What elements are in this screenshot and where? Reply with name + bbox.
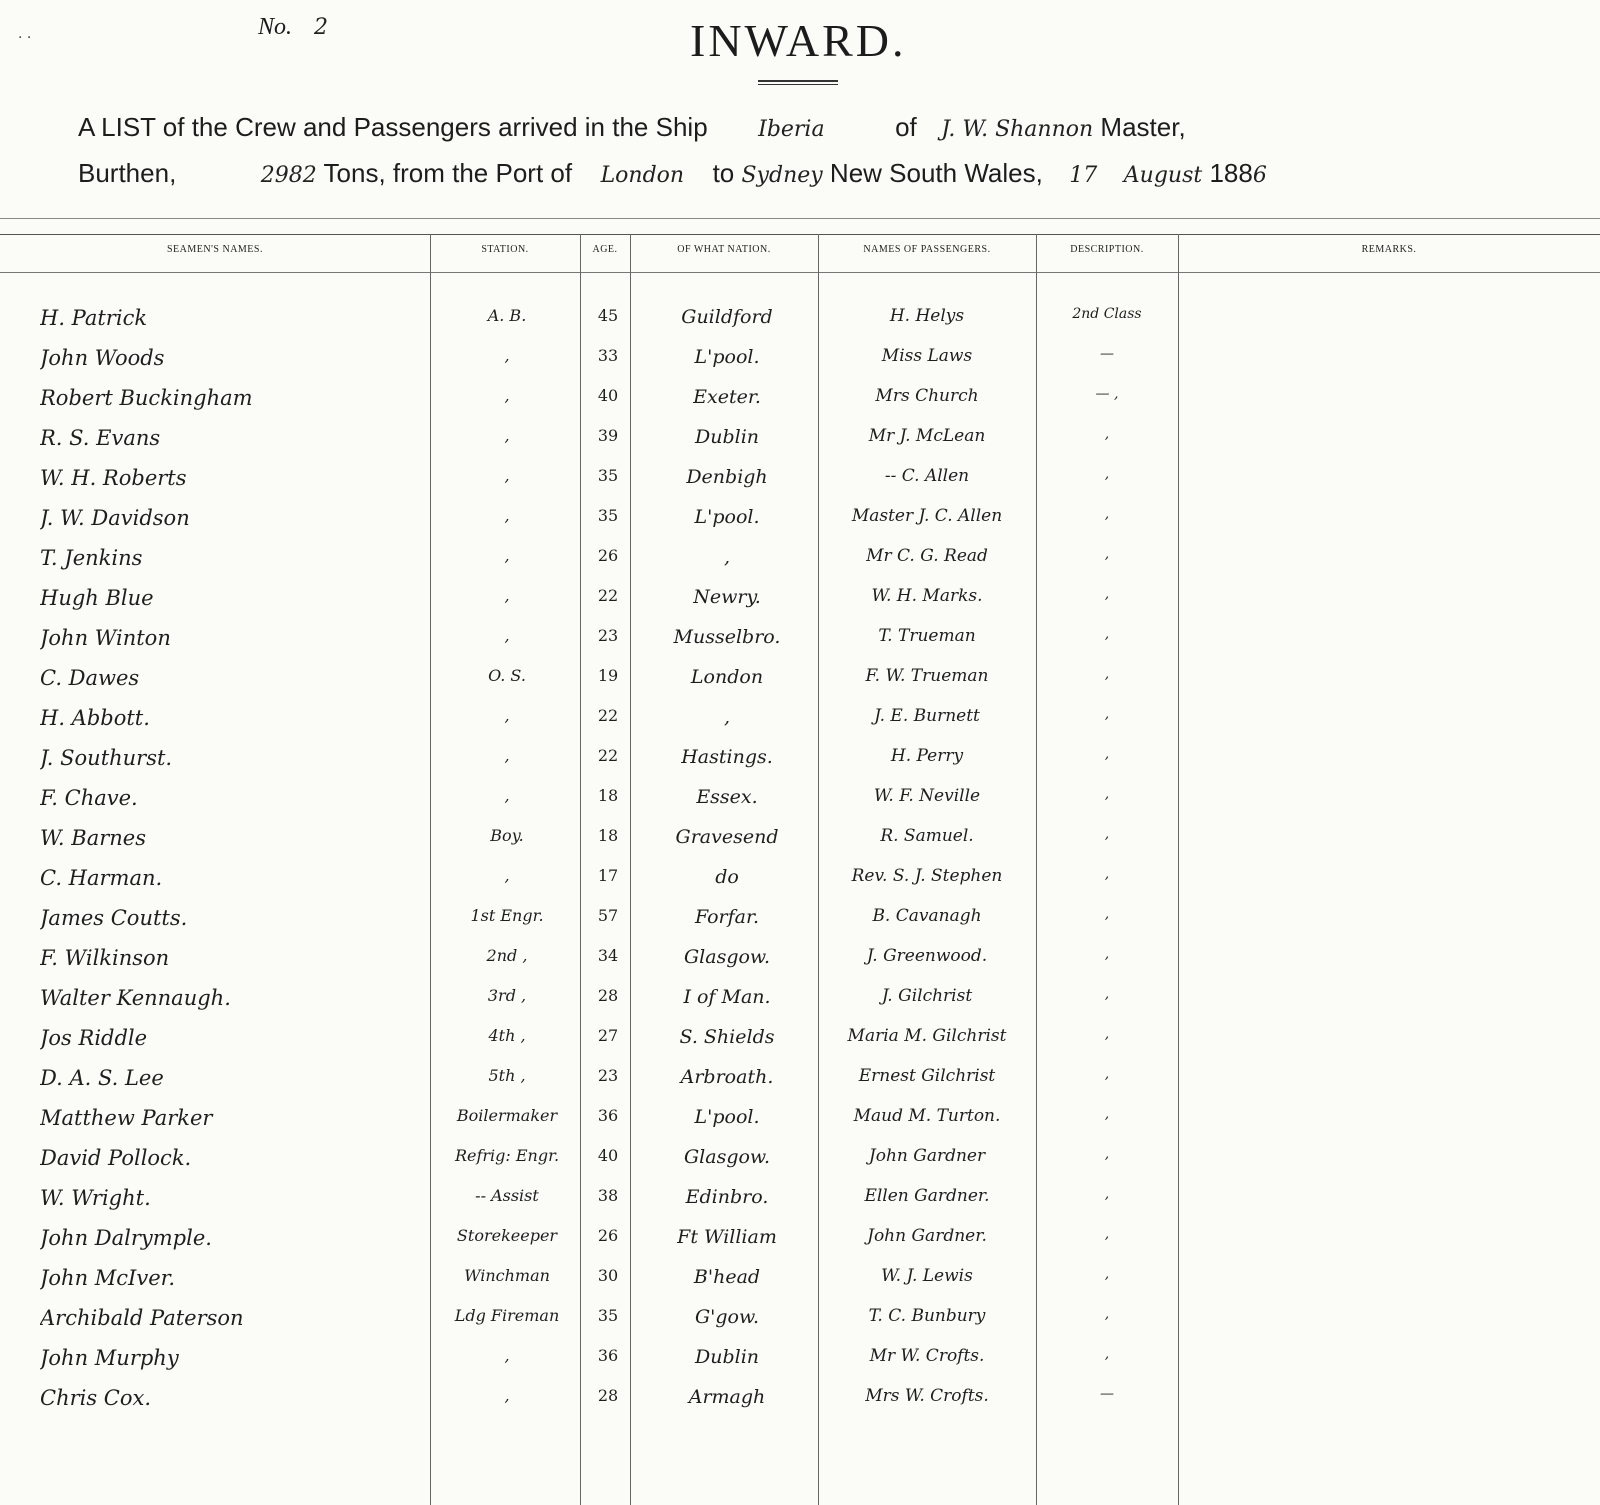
- port-from: London: [600, 163, 685, 188]
- passenger-name: Rev. S. J. Stephen: [851, 866, 1003, 886]
- station: 2nd ,: [486, 946, 528, 965]
- table-row: [0, 660, 1600, 700]
- nation: London: [690, 666, 764, 688]
- table-row: [0, 1020, 1600, 1060]
- description: ,: [1104, 706, 1110, 722]
- nation: Musselbro.: [673, 626, 781, 648]
- table-row: [0, 860, 1600, 900]
- seaman-name: John Dalrymple.: [40, 1226, 212, 1250]
- passenger-name: Master J. C. Allen: [851, 506, 1003, 526]
- column-header-age: AGE.: [592, 244, 618, 255]
- age: 35: [597, 506, 619, 525]
- table-row: [0, 420, 1600, 460]
- nation: Newry.: [693, 586, 761, 608]
- passenger-name: F. W. Trueman: [865, 666, 989, 686]
- seaman-name: F. Chave.: [40, 786, 138, 810]
- age: 22: [597, 746, 619, 765]
- age: 57: [597, 906, 619, 925]
- table-row: [0, 1300, 1600, 1340]
- nation: Guildford: [681, 306, 773, 328]
- age: 27: [597, 1026, 619, 1045]
- passenger-name: John Gardner: [868, 1146, 986, 1166]
- station: ,: [504, 386, 510, 405]
- age: 34: [597, 946, 619, 965]
- seaman-name: John Woods: [40, 346, 165, 370]
- description: ,: [1104, 746, 1110, 762]
- age: 22: [597, 586, 619, 605]
- seaman-name: H. Abbott.: [40, 706, 150, 730]
- table-row: [0, 380, 1600, 420]
- table-row: [0, 1340, 1600, 1380]
- station: 5th ,: [488, 1066, 526, 1085]
- station: 1st Engr.: [470, 906, 544, 925]
- column-header-passengers: NAMES OF PASSENGERS.: [863, 244, 991, 255]
- list-intro: A LIST of the Crew and Passengers arrived in the Ship: [78, 112, 708, 142]
- station: ,: [504, 546, 510, 565]
- nation: L'pool.: [694, 506, 760, 528]
- station: Boilermaker: [456, 1106, 558, 1125]
- age: 36: [597, 1346, 619, 1365]
- seaman-name: W. Barnes: [40, 826, 146, 850]
- description: ,: [1104, 1306, 1110, 1322]
- station: ,: [504, 866, 510, 885]
- seaman-name: R. S. Evans: [40, 426, 161, 450]
- burthen-label: Burthen,: [78, 158, 177, 188]
- station: ,: [504, 506, 510, 525]
- nation: Denbigh: [686, 466, 768, 488]
- description: ,: [1104, 466, 1110, 482]
- seaman-name: C. Harman.: [40, 866, 163, 890]
- passenger-name: Miss Laws: [881, 346, 973, 366]
- nation: Dublin: [694, 1346, 760, 1368]
- seaman-name: David Pollock.: [40, 1146, 192, 1170]
- port-to: Sydney: [741, 163, 823, 188]
- seaman-name: H. Patrick: [40, 306, 148, 330]
- description: ,: [1104, 1346, 1110, 1362]
- age: 18: [597, 786, 619, 805]
- table-top-rule: [0, 218, 1600, 219]
- description: ,: [1104, 506, 1110, 522]
- header-line-1: [78, 112, 1186, 143]
- ink-speck: · ·: [18, 30, 32, 46]
- passenger-name: Mr C. G. Read: [866, 546, 988, 566]
- table-row: [0, 820, 1600, 860]
- station: Storekeeper: [456, 1226, 558, 1245]
- nation: Forfar.: [694, 906, 760, 928]
- nation: Glasgow.: [684, 1146, 770, 1168]
- description: ,: [1104, 826, 1110, 842]
- station: ,: [504, 786, 510, 805]
- page-title: INWARD.: [690, 15, 907, 66]
- arrival-month: August: [1123, 163, 1203, 188]
- table-row: [0, 740, 1600, 780]
- description: ,: [1104, 586, 1110, 602]
- nation: Gravesend: [675, 826, 779, 848]
- tons-value: 2982: [260, 163, 317, 188]
- nation: Exeter.: [693, 386, 761, 408]
- passenger-name: Mrs Church: [875, 386, 979, 406]
- age: 45: [597, 306, 619, 325]
- passenger-name: Maud M. Turton.: [853, 1106, 1001, 1126]
- nation: L'pool.: [694, 1106, 760, 1128]
- nation: Hastings.: [681, 746, 773, 768]
- list-number-label: No.: [258, 14, 293, 40]
- seaman-name: W. H. Roberts: [40, 466, 187, 490]
- description: ,: [1104, 1066, 1110, 1082]
- column-header-nation: OF WHAT NATION.: [677, 244, 771, 255]
- nation: Edinbro.: [685, 1186, 769, 1208]
- header-line-2: [78, 158, 1267, 189]
- crew-passenger-list: [0, 300, 1600, 1420]
- station: ,: [504, 746, 510, 765]
- passenger-name: J. Greenwood.: [866, 946, 988, 966]
- station: ,: [504, 346, 510, 365]
- master-label: Master,: [1100, 112, 1186, 142]
- station: A. B.: [487, 306, 527, 325]
- description: ,: [1104, 426, 1110, 442]
- station: 4th ,: [488, 1026, 526, 1045]
- column-header-station: STATION.: [481, 244, 529, 255]
- passenger-name: R. Samuel.: [880, 826, 974, 846]
- seaman-name: W. Wright.: [40, 1186, 151, 1210]
- age: 28: [597, 1386, 619, 1405]
- table-row: [0, 540, 1600, 580]
- seaman-name: James Coutts.: [40, 906, 188, 930]
- table-row: [0, 580, 1600, 620]
- table-row: [0, 300, 1600, 340]
- age: 30: [597, 1266, 619, 1285]
- passenger-name: John Gardner.: [867, 1226, 987, 1246]
- passenger-name: Mrs W. Crofts.: [865, 1386, 989, 1406]
- table-row: [0, 1220, 1600, 1260]
- passenger-name: W. H. Marks.: [871, 586, 983, 606]
- seaman-name: F. Wilkinson: [40, 946, 170, 970]
- age: 18: [597, 826, 619, 845]
- column-header-remarks: REMARKS.: [1361, 244, 1417, 255]
- age: 26: [597, 1226, 619, 1245]
- age: 23: [597, 626, 619, 645]
- description: —: [1100, 1386, 1114, 1402]
- seaman-name: D. A. S. Lee: [40, 1066, 164, 1090]
- nation: B'head: [693, 1266, 761, 1288]
- table-row: [0, 1260, 1600, 1300]
- age: 33: [597, 346, 619, 365]
- seaman-name: Archibald Paterson: [40, 1306, 244, 1330]
- nation: ,: [723, 706, 731, 728]
- table-row: [0, 980, 1600, 1020]
- seaman-name: John McIver.: [40, 1266, 176, 1290]
- arrival-year-printed: 188: [1209, 158, 1253, 188]
- passenger-name: T. C. Bunbury: [868, 1306, 986, 1326]
- station: ,: [504, 466, 510, 485]
- nation: S. Shields: [679, 1026, 775, 1048]
- table-row: [0, 620, 1600, 660]
- nation: Ft William: [677, 1226, 777, 1248]
- nation: Arbroath.: [680, 1066, 774, 1088]
- table-row: [0, 940, 1600, 980]
- nation: G'gow.: [694, 1306, 760, 1328]
- passenger-name: J. Gilchrist: [881, 986, 973, 1006]
- description: ,: [1104, 1226, 1110, 1242]
- station: ,: [504, 1386, 510, 1405]
- passenger-name: T. Trueman: [878, 626, 976, 646]
- tons-label: Tons, from the Port of: [323, 158, 573, 188]
- nation: Glasgow.: [684, 946, 770, 968]
- age: 19: [597, 666, 619, 685]
- passenger-name: Ellen Gardner.: [864, 1186, 990, 1206]
- passenger-name: H. Helys: [889, 306, 965, 326]
- title-underline: [758, 80, 838, 85]
- column-header-description: DESCRIPTION.: [1070, 244, 1144, 255]
- age: 36: [597, 1106, 619, 1125]
- station: ,: [504, 426, 510, 445]
- passenger-name: Maria M. Gilchrist: [847, 1026, 1007, 1046]
- list-number-value: 2: [314, 15, 329, 40]
- passenger-name: W. F. Neville: [873, 786, 981, 806]
- arrival-day: 17: [1069, 163, 1098, 188]
- description: ,: [1104, 1026, 1110, 1042]
- description: —: [1100, 346, 1114, 362]
- age: 23: [597, 1066, 619, 1085]
- description: ,: [1104, 666, 1110, 682]
- description: ,: [1104, 986, 1110, 1002]
- description: ,: [1104, 1266, 1110, 1282]
- description: ,: [1104, 1146, 1110, 1162]
- station: 3rd ,: [487, 986, 527, 1005]
- table-row: [0, 460, 1600, 500]
- station: Boy.: [490, 826, 524, 845]
- passenger-name: Mr J. McLean: [868, 426, 986, 446]
- table-row: [0, 1180, 1600, 1220]
- age: 28: [597, 986, 619, 1005]
- arrival-year-digit: 6: [1252, 163, 1267, 188]
- station: O. S.: [488, 666, 526, 685]
- station: Refrig: Engr.: [454, 1146, 560, 1165]
- seaman-name: Hugh Blue: [40, 586, 154, 610]
- passenger-name: Ernest Gilchrist: [858, 1066, 996, 1086]
- passenger-name: B. Cavanagh: [872, 906, 982, 926]
- of-label: of: [895, 112, 917, 142]
- seaman-name: Walter Kennaugh.: [40, 986, 231, 1010]
- seaman-name: John Murphy: [40, 1346, 179, 1370]
- table-row: [0, 700, 1600, 740]
- age: 17: [597, 866, 619, 885]
- station: ,: [504, 1346, 510, 1365]
- station: -- Assist: [475, 1186, 539, 1205]
- station: Winchman: [464, 1266, 550, 1285]
- seaman-name: Robert Buckingham: [40, 386, 253, 410]
- age: 38: [597, 1186, 619, 1205]
- station: ,: [504, 626, 510, 645]
- table-row: [0, 340, 1600, 380]
- column-header-seamen: SEAMEN'S NAMES.: [167, 244, 263, 255]
- passenger-name: H. Perry: [890, 746, 964, 766]
- nation: Dublin: [694, 426, 760, 448]
- table-row: [0, 500, 1600, 540]
- description: ,: [1104, 906, 1110, 922]
- age: 35: [597, 466, 619, 485]
- seaman-name: John Winton: [40, 626, 171, 650]
- passenger-name: Mr W. Crofts.: [869, 1346, 985, 1366]
- nation: L'pool.: [694, 346, 760, 368]
- table-row: [0, 1060, 1600, 1100]
- seaman-name: Matthew Parker: [40, 1106, 213, 1130]
- age: 22: [597, 706, 619, 725]
- description: ,: [1104, 1186, 1110, 1202]
- age: 39: [597, 426, 619, 445]
- seaman-name: Chris Cox.: [40, 1386, 152, 1410]
- nation: Essex.: [696, 786, 758, 808]
- station: ,: [504, 586, 510, 605]
- description: ,: [1104, 1106, 1110, 1122]
- description: ,: [1104, 546, 1110, 562]
- table-header-bottom-rule: [0, 272, 1600, 273]
- passenger-name: -- C. Allen: [884, 466, 970, 486]
- description: ,: [1104, 786, 1110, 802]
- colony-label: New South Wales,: [829, 158, 1043, 188]
- description: 2nd Class: [1072, 306, 1142, 322]
- ship-name: Iberia: [758, 117, 825, 142]
- table-row: [0, 900, 1600, 940]
- description: — ,: [1095, 386, 1119, 402]
- description: ,: [1104, 946, 1110, 962]
- station: ,: [504, 706, 510, 725]
- table-row: [0, 1140, 1600, 1180]
- table-header-rule: [0, 234, 1600, 235]
- station: Ldg Fireman: [454, 1306, 560, 1325]
- seaman-name: J. W. Davidson: [40, 506, 190, 530]
- to-label: to: [712, 158, 735, 188]
- list-number: [258, 14, 328, 41]
- seaman-name: J. Southurst.: [40, 746, 173, 770]
- master-name: J. W. Shannon: [941, 117, 1094, 142]
- table-row: [0, 780, 1600, 820]
- age: 35: [597, 1306, 619, 1325]
- description: ,: [1104, 626, 1110, 642]
- seaman-name: C. Dawes: [40, 666, 140, 690]
- nation: I of Man.: [683, 986, 771, 1008]
- seaman-name: T. Jenkins: [40, 546, 143, 570]
- age: 40: [597, 386, 619, 405]
- age: 40: [597, 1146, 619, 1165]
- seaman-name: Jos Riddle: [40, 1026, 148, 1050]
- nation: Armagh: [688, 1386, 766, 1408]
- description: ,: [1104, 866, 1110, 882]
- age: 26: [597, 546, 619, 565]
- passenger-name: J. E. Burnett: [874, 706, 980, 726]
- nation: do: [715, 866, 739, 888]
- nation: ,: [723, 546, 731, 568]
- passenger-name: W. J. Lewis: [881, 1266, 973, 1286]
- table-row: [0, 1380, 1600, 1420]
- table-row: [0, 1100, 1600, 1140]
